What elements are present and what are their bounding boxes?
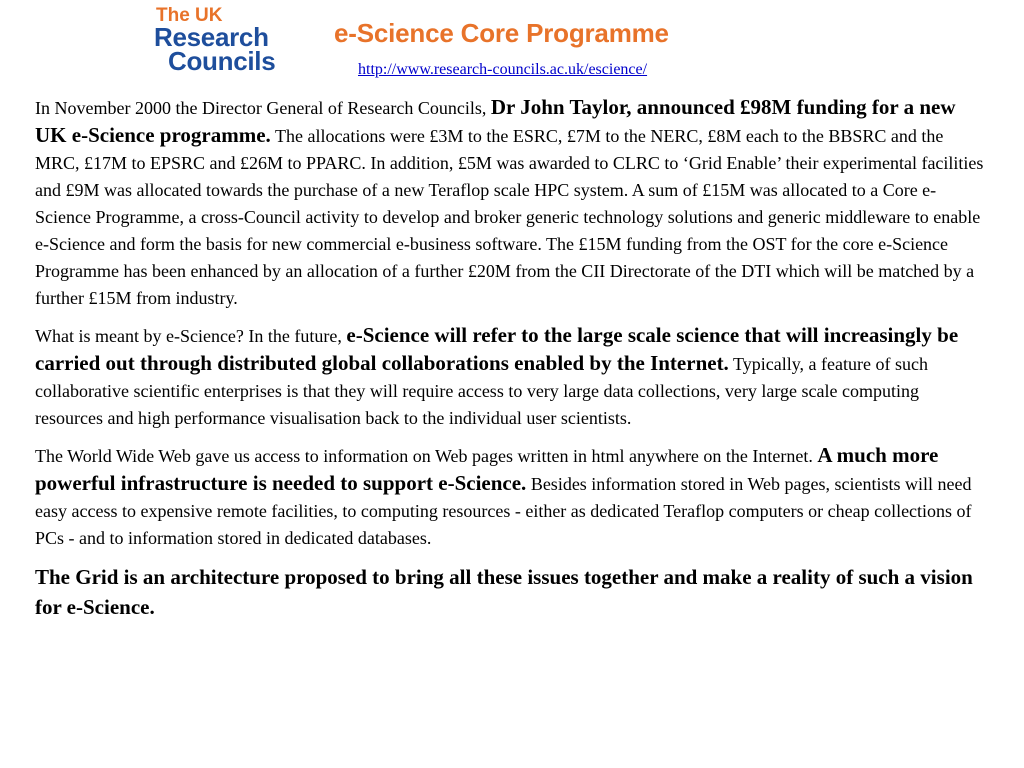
paragraph-infrastructure-body: Besides information stored in Web pages, scientists will need easy access to expensive remote facilities, to computing resources - either as dedicated Teraflop computers or cheap collections of PCs - and to information stored in dedicated databases.: [35, 474, 972, 548]
main-content: [35, 94, 987, 632]
paragraph-infrastructure: [35, 442, 987, 552]
logo-line-2: Research: [154, 22, 269, 52]
header: [0, 0, 1024, 92]
paragraph-funding: [35, 94, 987, 312]
escience-url-link[interactable]: http://www.research-councils.ac.uk/escience/: [358, 61, 648, 78]
research-councils-logo: [152, 4, 312, 74]
paragraph-funding-intro: In November 2000 the Director General of Research Councils,: [35, 98, 491, 118]
paragraph-funding-highlight: Dr John Taylor, announced £98M funding for a new UK e-Science programme.: [35, 95, 956, 147]
paragraph-definition: [35, 322, 987, 432]
paragraph-infrastructure-highlight: A much more powerful infrastructure is needed to support e-Science.: [35, 443, 939, 495]
logo-line-1: The UK: [156, 5, 223, 26]
paragraph-funding-body: The allocations were £3M to the ESRC, £7M to the NERC, £8M each to the BBSRC and the MRC, £17M to EPSRC and £26M to PPARC. In addition, £5M was awarded to CLRC to ‘Grid Enable’ their experimental facilities and £9M was allocated towards the purchase of a new Teraflop scale HPC system. A sum of £15M was allocated to a Core e-Science Programme, a cross-Council activity to develop and broker generic technology solutions and generic middleware to enable e-Science and form the basis for new commercial e-business software. The £15M funding from the OST for the core e-Science Programme has been enhanced by an allocation of a further £20M from the CII Directorate of the DTI which will be matched by a further £15M from industry.: [35, 126, 984, 308]
paragraph-infrastructure-intro: The World Wide Web gave us access to information on Web pages written in html anywhere on the Internet.: [35, 446, 818, 466]
paragraph-definition-body: Typically, a feature of such collaborative scientific enterprises is that they will require access to very large data collections, very large scale computing resources and high performance visualisation back to the individual user scientists.: [35, 354, 928, 428]
paragraph-definition-highlight: e-Science will refer to the large scale science that will increasingly be carried out through distributed global collaborations enabled by the Internet.: [35, 323, 959, 375]
programme-title: e-Science Core Programme: [334, 18, 669, 48]
logo-line-3: Councils: [168, 46, 276, 76]
paragraph-definition-intro: What is meant by e-Science? In the future,: [35, 326, 347, 346]
paragraph-grid-conclusion: The Grid is an architecture proposed to bring all these issues together and make a reality of such a vision for e-Science.: [35, 565, 973, 619]
